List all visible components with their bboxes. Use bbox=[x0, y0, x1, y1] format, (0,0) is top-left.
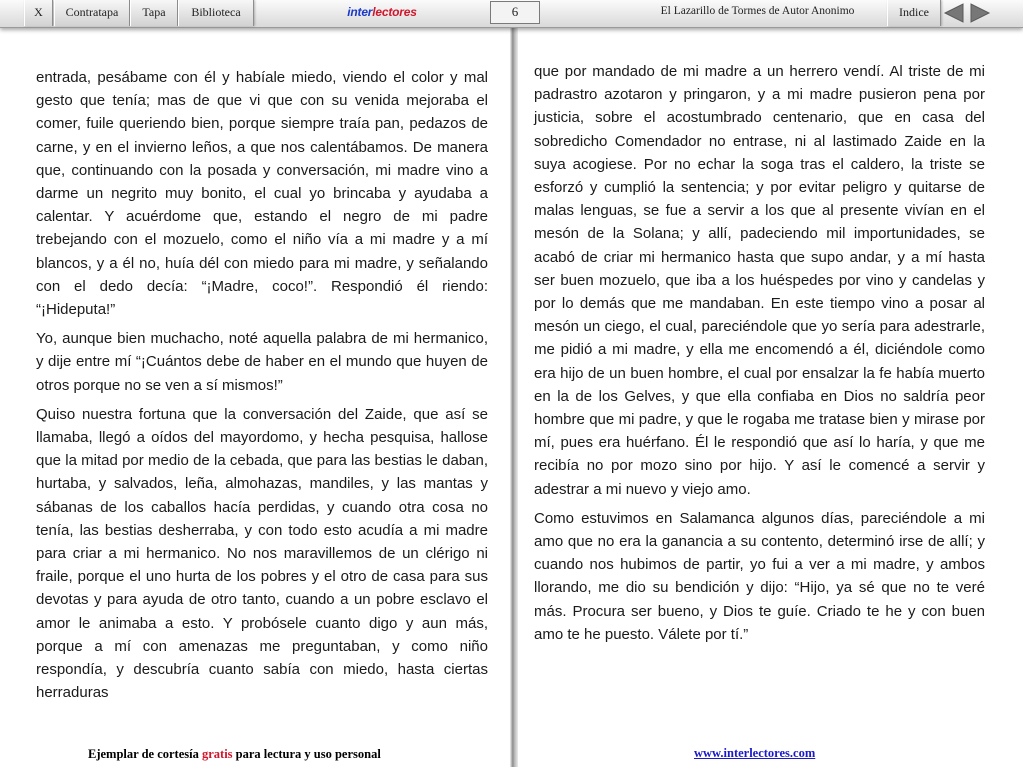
right-paragraph-2: Como estuvimos en Salamanca algunos días, pareciéndole a mi amo que no era la ganancia a su contento, determinó irse de allí; y cuando nos hubimos de partir, yo fui a ver a mi madre, y ambos llorando, me dio su bendición y dijo: “Hijo, ya sé que no te veré más. Procura ser bueno, y Dios te guíe. Criado te he y con buen amo te he puesto. Válete por tí.” bbox=[534, 509, 985, 643]
indice-button[interactable]: Indice bbox=[887, 0, 941, 26]
previous-page-button[interactable] bbox=[942, 2, 966, 24]
triangle-left-icon bbox=[942, 2, 966, 24]
book-title: El Lazarillo de Tormes de Autor Anonimo bbox=[660, 5, 855, 17]
biblioteca-button[interactable]: Biblioteca bbox=[178, 0, 254, 26]
top-toolbar bbox=[0, 0, 1023, 28]
left-paragraph-3: Quiso nuestra fortuna que la conversación del Zaide, que así se llamaba, llegó a oídos del mayordomo, y hecha pesquisa, hallose que la mitad por medio de la cebada, que para las bestias le daban, hurtaba, y salvados, leña, almohazas, mandiles, y las mantas y sábanas de los caballos hacía perdidas, y cuando otra cosa no tenía, las bestias desherraba, y con todo esto acudía a mi madre para criar a mi hermanico. No nos maravillemos de un clérigo ni fraile, porque el uno hurta de los pobres y el otro de casa para sus devotas y para ayuda de otro tanto, cuando a un pobre esclavo el amor le animaba a esto. Y probósele cuanto digo y aun más, porque a mí con amenazas me preguntaban, y como niño respondía, y descubría cuanto sabía con miedo, hasta ciertas herraduras bbox=[36, 405, 488, 702]
contratapa-button[interactable]: Contratapa bbox=[54, 0, 130, 26]
triangle-right-icon bbox=[968, 2, 992, 24]
right-paragraph-1: que por mandado de mi madre a un herrero vendí. Al triste de mi padrastro azotaron y pringaron, y a mi madre pusieron pena por justicia, sobre el acostumbrado centenario, que en casa del sobredicho Comendador no entrase, ni al lastimado Zaide en la suya acogiese. Por no echar la soga tras el caldero, la triste se esforzó y cumplió la sentencia; y por evitar peligro y quitarse de malas lenguas, se fue a servir a los que al presente vivían en el mesón de la Solana; y allí, padeciendo mil importunidades, se acabó de criar mi hermanico hasta que supo andar, y a mí hasta ser buen mozuelo, que iba a los huéspedes por vino y candelas y por lo demás que me mandaban. En este tiempo vino a posar al mesón un ciego, el cual, pareciéndole que yo sería para adestrarle, me pidió a mi madre, y ella me encomendó a él, diciéndole como era hijo de un buen hombre, el cual por ensalzar la fe había muerto en la de los Gelves, y que ella confiaba en Dios no saldría peor hombre que mi padre, y que le rogaba me tratase bien y mirase por mí, pues era huérfano. Él le respondió que así lo haría, y que me recibía no por mozo sino por hijo. Y así le comencé a servir y adestrar a mi nuevo y viejo amo. bbox=[534, 63, 985, 498]
next-page-button[interactable] bbox=[968, 2, 992, 24]
website-link[interactable]: www.interlectores.com bbox=[694, 746, 816, 760]
book-spine-divider bbox=[510, 28, 518, 767]
right-page-text bbox=[534, 60, 985, 652]
left-paragraph-1: entrada, pesábame con él y habíale miedo, viendo el color y mal gesto que tenía; mas de que vi que con su venida mejoraba el comer, fuile queriendo bien, porque siempre traía pan, pedazos de carne, y en el invierno leños, a que nos calentábamos. De manera que, continuando con la posada y conversación, mi madre vino a darme un negrito muy bonito, el cual yo brincaba y ayudaba a calentar. Y acuérdome que, estando el negro de mi padre trebejando con el mozuelo, como el niño vía a mi madre y a mí blancos, y a él no, huía dél con miedo para mi madre, y señalando con el dedo decía: “¡Madre, coco!”. Respondió él riendo: “¡Hideputa!” bbox=[36, 69, 488, 319]
close-button[interactable]: X bbox=[24, 0, 53, 26]
page-number-field[interactable]: 6 bbox=[490, 1, 540, 24]
footer-gratis: gratis bbox=[201, 747, 233, 761]
footer-text-end: para lectura y uso personal bbox=[232, 747, 381, 761]
interlectores-logo bbox=[342, 5, 422, 19]
tapa-button[interactable]: Tapa bbox=[130, 0, 178, 26]
logo-part-lectores: lectores bbox=[372, 5, 417, 19]
left-page-text bbox=[36, 66, 488, 710]
footer-text-start: Ejemplar de cortesía bbox=[88, 747, 202, 761]
courtesy-footer bbox=[88, 747, 381, 762]
left-paragraph-2: Yo, aunque bien muchacho, noté aquella palabra de mi hermanico, y dije entre mí “¡Cuántos debe de haber en el mundo que huyen de otros porque no se ven a sí mismos!” bbox=[36, 330, 488, 394]
logo-part-inter: inter bbox=[347, 5, 373, 19]
